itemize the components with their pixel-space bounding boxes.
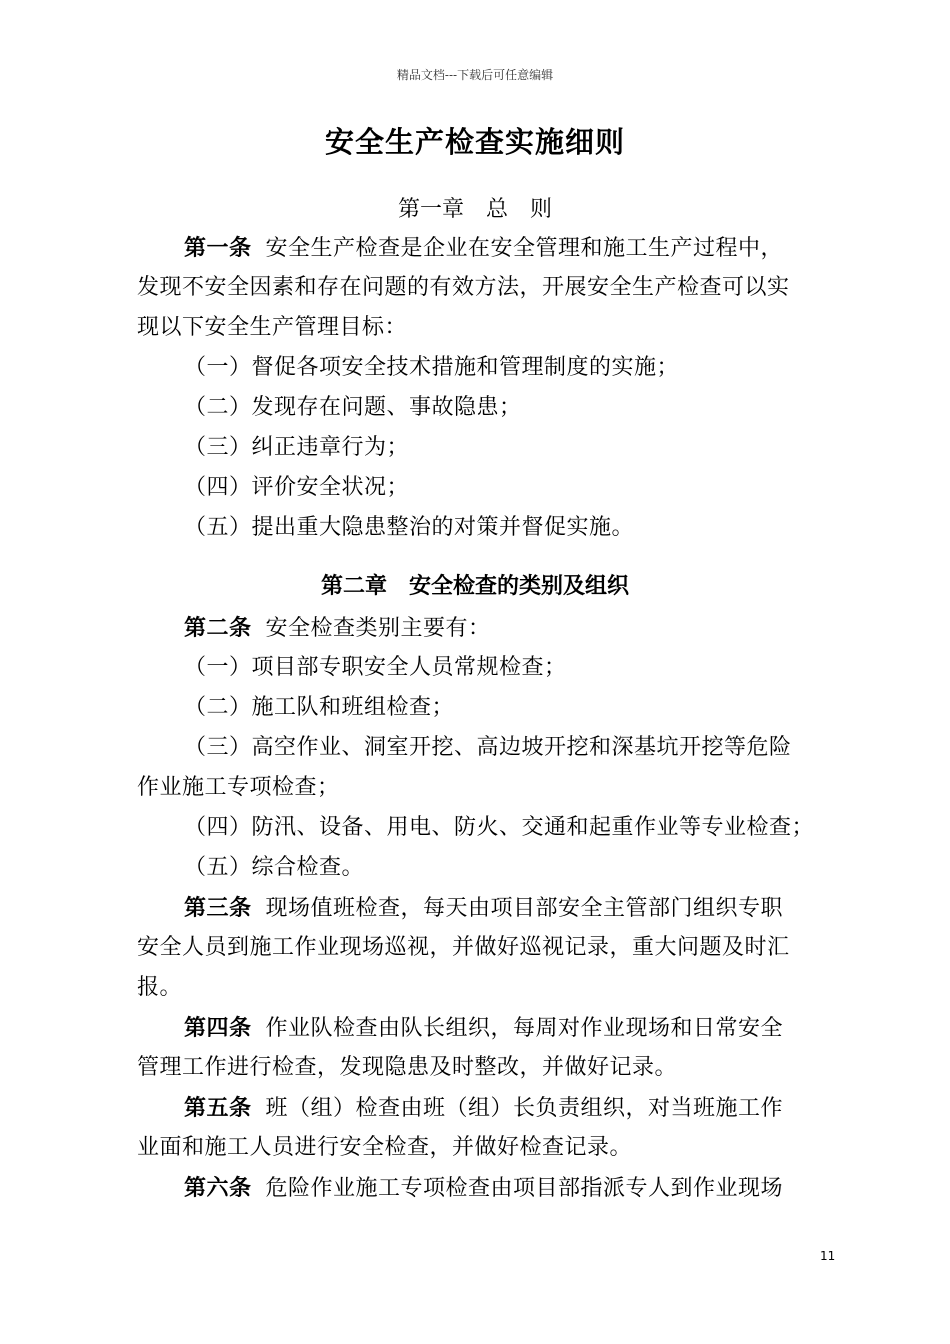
article-1-item-1: （一）督促各项安全技术措施和管理制度的实施； xyxy=(184,355,680,380)
page-header: 精品文档---下载后可任意编辑 xyxy=(396,68,554,82)
page-number: 11 xyxy=(820,1249,836,1263)
article-6-line-1 xyxy=(184,1168,783,1209)
article-4-line-1 xyxy=(184,1008,783,1049)
article-1-item-5: （五）提出重大隐患整治的对策并督促实施。 xyxy=(184,515,635,540)
article-6-label: 第六条 xyxy=(184,1175,252,1201)
article-1-label: 第一条 xyxy=(184,235,252,261)
article-4-line-2: 管理工作进行检查，发现隐患及时整改，并做好记录。 xyxy=(137,1055,678,1080)
article-5-line-2: 业面和施工人员进行安全检查，并做好检查记录。 xyxy=(137,1135,633,1160)
article-2-line-1 xyxy=(184,608,491,649)
article-3-text: 现场值班检查，每天由项目部安全主管部门组织专职 xyxy=(265,896,784,921)
article-3-line-1 xyxy=(184,888,783,929)
article-2-text: 安全检查类别主要有： xyxy=(265,616,491,641)
article-4-label: 第四条 xyxy=(184,1015,252,1041)
article-5-label: 第五条 xyxy=(184,1095,252,1121)
article-2-item-3: （三）高空作业、洞室开挖、高边坡开挖和深基坑开挖等危险 xyxy=(184,735,792,760)
article-1-line-2: 发现不安全因素和存在问题的有效方法，开展安全生产检查可以实 xyxy=(137,275,790,300)
article-2-item-1: （一）项目部专职安全人员常规检查； xyxy=(184,655,567,680)
article-1-line-1 xyxy=(184,228,783,269)
article-5-line-1 xyxy=(184,1088,783,1129)
article-1-item-2: （二）发现存在问题、事故隐患； xyxy=(184,395,522,420)
article-2-item-2: （二）施工队和班组检查； xyxy=(184,695,455,720)
article-2-item-5: （五）综合检查。 xyxy=(184,855,365,880)
chapter-2-heading: 第二章 安全检查的类别及组织 xyxy=(320,573,629,599)
article-1-item-3: （三）纠正违章行为； xyxy=(184,435,410,460)
article-6-text: 危险作业施工专项检查由项目部指派专人到作业现场 xyxy=(265,1176,784,1201)
article-1-item-4: （四）评价安全状况； xyxy=(184,475,410,500)
article-3-label: 第三条 xyxy=(184,895,252,921)
article-2-item-4: （四）防汛、设备、用电、防火、交通和起重作业等专业检查； xyxy=(184,815,815,840)
article-1-text: 安全生产检查是企业在安全管理和施工生产过程中， xyxy=(265,236,784,261)
article-3-line-3: 报。 xyxy=(137,975,183,1000)
article-4-text: 作业队检查由队长组织，每周对作业现场和日常安全 xyxy=(265,1016,784,1041)
article-2-item-3-cont: 作业施工专项检查； xyxy=(137,775,340,800)
article-5-text: 班（组）检查由班（组）长负责组织，对当班施工作 xyxy=(265,1096,784,1121)
article-3-line-2: 安全人员到施工作业现场巡视，并做好巡视记录，重大问题及时汇 xyxy=(137,935,790,960)
chapter-1-heading: 第一章 总 则 xyxy=(397,197,552,222)
article-2-label: 第二条 xyxy=(184,615,252,641)
article-1-line-3: 现以下安全生产管理目标： xyxy=(137,315,408,340)
document-title: 安全生产检查实施细则 xyxy=(324,125,625,159)
